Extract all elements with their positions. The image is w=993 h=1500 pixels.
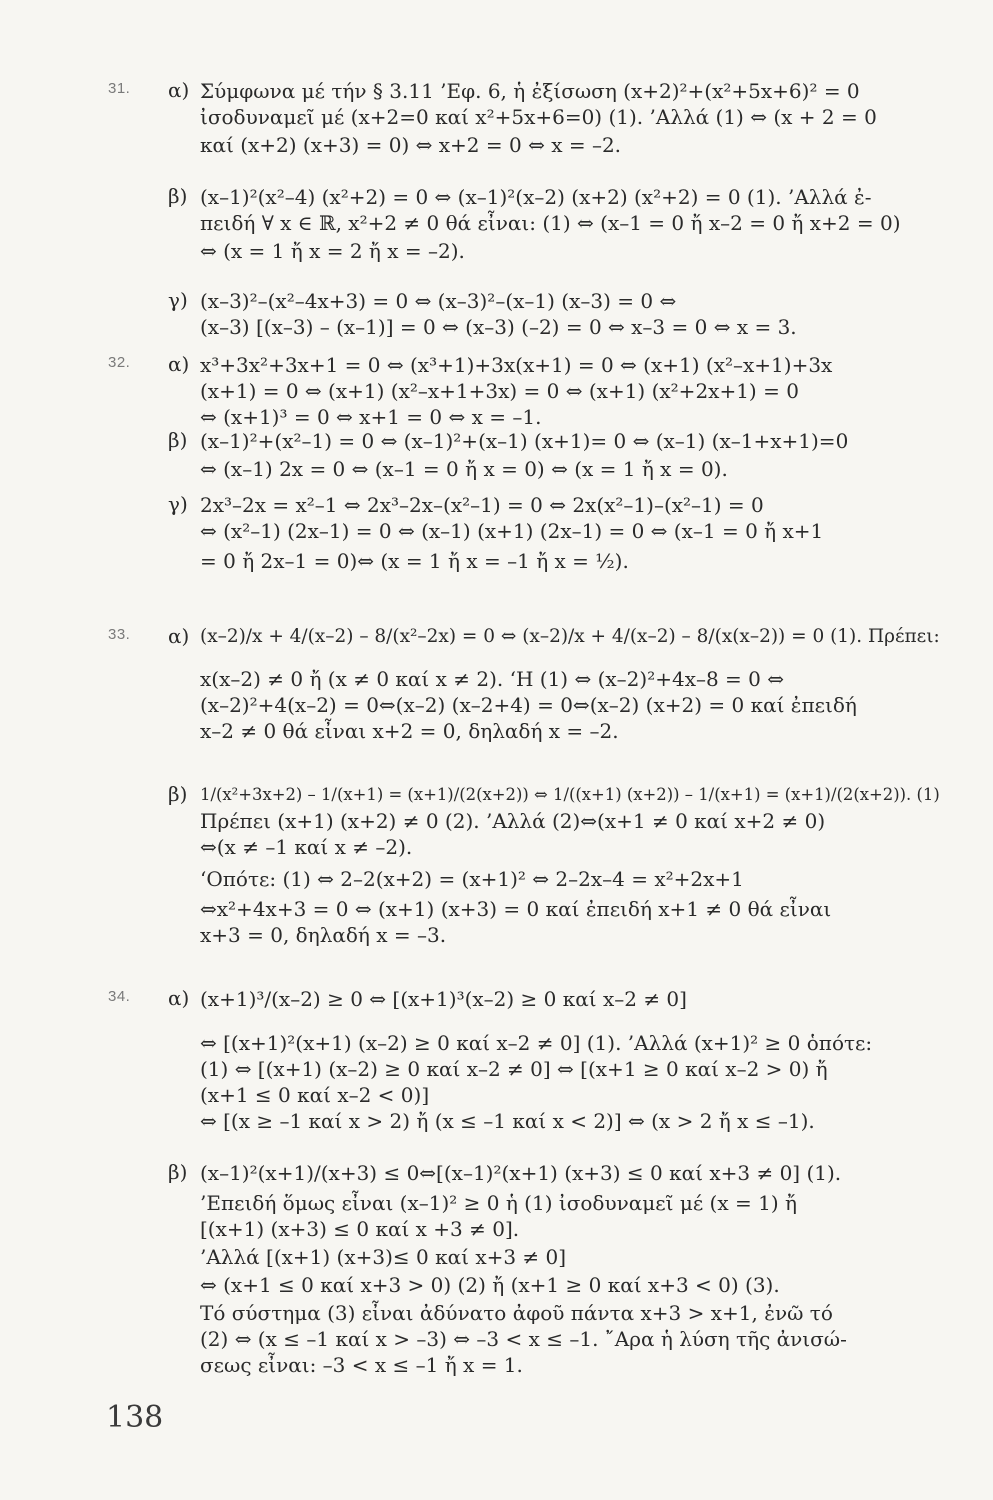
solution-line: 2x³–2x = x²–1 ⇔ 2x³–2x–(x²–1) = 0 ⇔ 2x(x²–1)–(x²–1) = 0 xyxy=(200,493,764,517)
solution-line: καί (x+2) (x+3) = 0) ⇔ x+2 = 0 ⇔ x = –2. xyxy=(200,133,622,157)
solution-line: ⇔ (x²–1) (2x–1) = 0 ⇔ (x–1) (x+1) (2x–1) = 0 ⇔ (x–1 = 0 ἤ x+1 xyxy=(200,519,824,543)
solution-line: (x+1)³/(x–2) ≥ 0 ⇔ [(x+1)³(x–2) ≥ 0 καί x–2 ≠ 0] xyxy=(200,987,687,1011)
solution-line: (x–2)²+4(x–2) = 0⇔(x–2) (x–2+4) = 0⇔(x–2) (x+2) = 0 καί ἐπειδή xyxy=(200,693,857,717)
part-label: γ) xyxy=(168,288,188,312)
solution-line: x(x–2) ≠ 0 ἤ (x ≠ 0 καί x ≠ 2). ‘Η (1) ⇔ (x–2)²+4x–8 = 0 ⇔ xyxy=(200,667,785,691)
solution-line: ⇔ [(x+1)²(x+1) (x–2) ≥ 0 καί x–2 ≠ 0] (1). ’Αλλά (x+1)² ≥ 0 ὁπότε: xyxy=(200,1031,873,1055)
solution-line: (x–1)²(x²–4) (x²+2) = 0 ⇔ (x–1)²(x–2) (x+2) (x²+2) = 0 (1). ’Αλλά ἐ- xyxy=(200,185,872,209)
solution-line: ⇔x²+4x+3 = 0 ⇔ (x+1) (x+3) = 0 καί ἐπειδή x+1 ≠ 0 θά εἶναι xyxy=(200,897,832,921)
solution-line: ⇔ (x–1) 2x = 0 ⇔ (x–1 = 0 ἤ x = 0) ⇔ (x = 1 ἤ x = 0). xyxy=(200,457,728,481)
solution-line: ⇔ (x+1 ≤ 0 καί x+3 > 0) (2) ἤ (x+1 ≥ 0 καί x+3 < 0) (3). xyxy=(200,1273,780,1297)
solution-line: [(x+1) (x+3) ≤ 0 καί x +3 ≠ 0]. xyxy=(200,1217,520,1241)
solution-line: Πρέπει (x+1) (x+2) ≠ 0 (2). ’Αλλά (2)⇔(x+1 ≠ 0 καί x+2 ≠ 0) xyxy=(200,809,826,833)
exercise-number: 33. xyxy=(108,626,131,643)
exercise-number: 31. xyxy=(108,80,131,97)
solution-line: 1/(x²+3x+2) – 1/(x+1) = (x+1)/(2(x+2)) ⇔ 1/((x+1) (x+2)) – 1/(x+1) = (x+1)/(2(x+2)). (1) xyxy=(200,785,940,804)
part-label: β) xyxy=(168,782,188,806)
part-label: α) xyxy=(168,352,190,376)
page-number: 138 xyxy=(106,1400,164,1435)
solution-line: (x–1)²+(x²–1) = 0 ⇔ (x–1)²+(x–1) (x+1)= 0 ⇔ (x–1) (x–1+x+1)=0 xyxy=(200,429,849,453)
solution-line: (2) ⇔ (x ≤ –1 καί x > –3) ⇔ –3 < x ≤ –1. ῎Αρα ἡ λύση τῆς ἀνισώ- xyxy=(200,1327,847,1351)
solution-line: ⇔(x ≠ –1 καί x ≠ –2). xyxy=(200,835,413,859)
solution-line: ’Αλλά [(x+1) (x+3)≤ 0 καί x+3 ≠ 0] xyxy=(200,1245,567,1269)
part-label: β) xyxy=(168,1160,188,1184)
part-label: α) xyxy=(168,986,190,1010)
solution-line: σεως εἶναι: –3 < x ≤ –1 ἤ x = 1. xyxy=(200,1353,523,1377)
part-label: α) xyxy=(168,78,190,102)
solution-line: (x+1 ≤ 0 καί x–2 < 0)] xyxy=(200,1083,430,1107)
solution-line: ἰσοδυναμεῖ μέ (x+2=0 καί x²+5x+6=0) (1). ’Αλλά (1) ⇔ (x + 2 = 0 xyxy=(200,105,877,129)
part-label: γ) xyxy=(168,492,188,516)
part-label: β) xyxy=(168,184,188,208)
solution-line: = 0 ἤ 2x–1 = 0)⇔ (x = 1 ἤ x = –1 ἤ x = ½). xyxy=(200,549,629,573)
solution-line: x–2 ≠ 0 θά εἶναι x+2 = 0, δηλαδή x = –2. xyxy=(200,719,619,743)
solution-line: (x–2)/x + 4/(x–2) – 8/(x²–2x) = 0 ⇔ (x–2)/x + 4/(x–2) – 8/(x(x–2)) = 0 (1). Πρέπει: xyxy=(200,626,940,647)
solution-line: ⇔ [(x ≥ –1 καί x > 2) ἤ (x ≤ –1 καί x < 2)] ⇔ (x > 2 ἤ x ≤ –1). xyxy=(200,1109,815,1133)
solution-line: (1) ⇔ [(x+1) (x–2) ≥ 0 καί x–2 ≠ 0] ⇔ [(x+1 ≥ 0 καί x–2 > 0) ἤ xyxy=(200,1057,828,1081)
solution-line: ⇔ (x+1)³ = 0 ⇔ x+1 = 0 ⇔ x = –1. xyxy=(200,405,542,429)
solution-line: ’Επειδή ὅμως εἶναι (x–1)² ≥ 0 ἡ (1) ἰσοδυναμεῖ μέ (x = 1) ἤ xyxy=(200,1191,797,1215)
solution-line: ‘Οπότε: (1) ⇔ 2–2(x+2) = (x+1)² ⇔ 2–2x–4 = x²+2x+1 xyxy=(200,867,744,891)
solution-line: (x–3)²–(x²–4x+3) = 0 ⇔ (x–3)²–(x–1) (x–3) = 0 ⇔ xyxy=(200,289,677,313)
solution-line: x+3 = 0, δηλαδή x = –3. xyxy=(200,923,447,947)
part-label: α) xyxy=(168,624,190,648)
solution-line: (x–3) [(x–3) – (x–1)] = 0 ⇔ (x–3) (–2) = 0 ⇔ x–3 = 0 ⇔ x = 3. xyxy=(200,315,797,339)
exercise-number: 34. xyxy=(108,988,131,1005)
solution-line: (x–1)²(x+1)/(x+3) ≤ 0⇔[(x–1)²(x+1) (x+3) ≤ 0 καί x+3 ≠ 0] (1). xyxy=(200,1161,842,1185)
part-label: β) xyxy=(168,428,188,452)
solution-line: πειδή ∀ x ∈ ℝ, x²+2 ≠ 0 θά εἶναι: (1) ⇔ (x–1 = 0 ἤ x–2 = 0 ἤ x+2 = 0) xyxy=(200,211,901,235)
solution-line: (x+1) = 0 ⇔ (x+1) (x²–x+1+3x) = 0 ⇔ (x+1) (x²+2x+1) = 0 xyxy=(200,379,799,403)
solution-line: Σύμφωνα μέ τήν § 3.11 ’Εφ. 6, ἡ ἐξίσωση (x+2)²+(x²+5x+6)² = 0 xyxy=(200,79,860,103)
exercise-number: 32. xyxy=(108,354,131,371)
solution-line: Τό σύστημα (3) εἶναι ἀδύνατο ἀφοῦ πάντα x+3 > x+1, ἐνῶ τό xyxy=(200,1301,833,1325)
solution-line: x³+3x²+3x+1 = 0 ⇔ (x³+1)+3x(x+1) = 0 ⇔ (x+1) (x²–x+1)+3x xyxy=(200,353,833,377)
solution-line: ⇔ (x = 1 ἤ x = 2 ἤ x = –2). xyxy=(200,239,465,263)
